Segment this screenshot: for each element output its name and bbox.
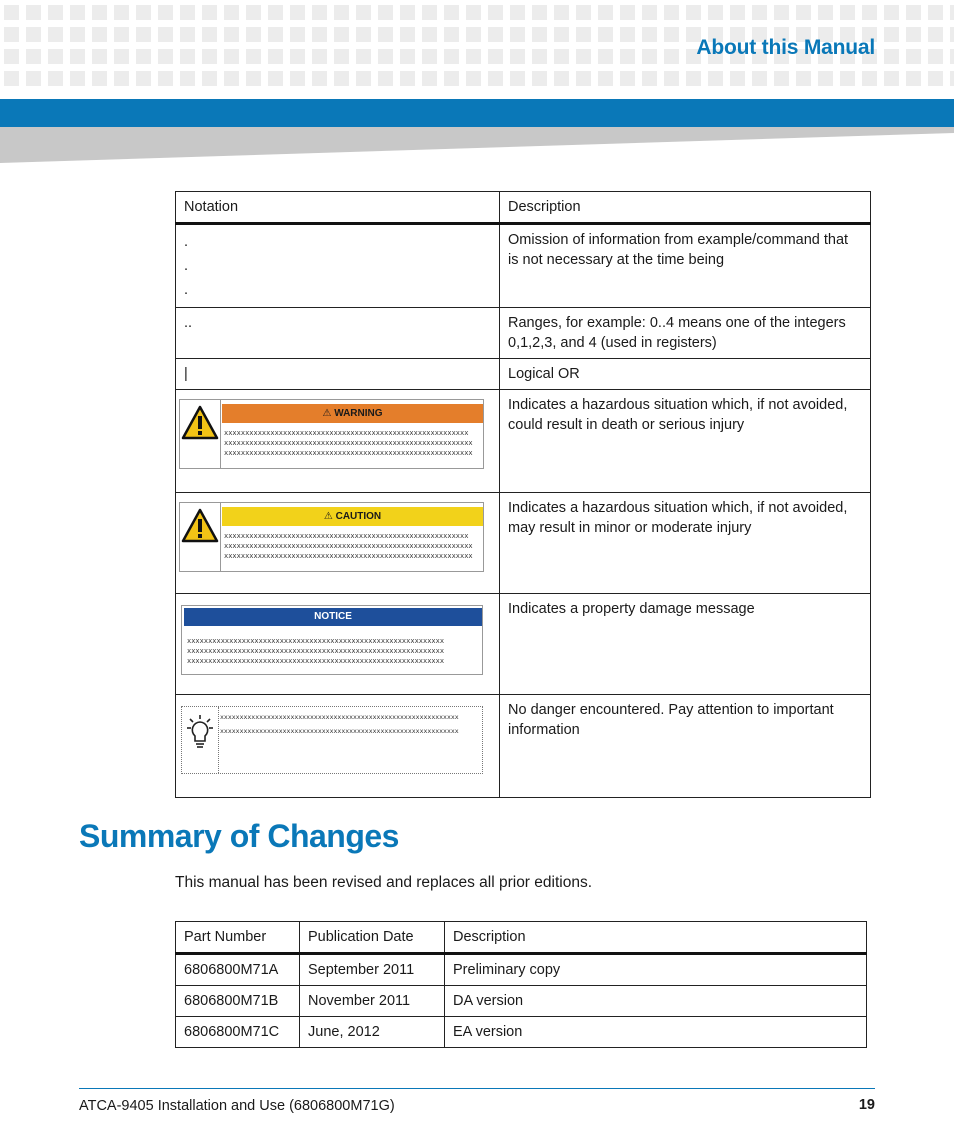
table-row (176, 390, 871, 493)
pattern-square (356, 49, 371, 64)
pattern-square (356, 71, 371, 86)
table-row (176, 954, 867, 986)
pattern-square (422, 5, 437, 20)
pattern-square (928, 5, 943, 20)
pattern-square (444, 27, 459, 42)
caution-label: CAUTION (335, 511, 382, 522)
pattern-square (752, 71, 767, 86)
pattern-square (664, 5, 679, 20)
part-number-cell: 6806800M71A (176, 954, 300, 986)
pattern-square (312, 71, 327, 86)
description-cell: Omission of information from example/command that is not necessary at the time being (500, 224, 871, 308)
header-blue-band (0, 99, 954, 127)
pattern-square (400, 27, 415, 42)
pattern-square (114, 49, 129, 64)
pattern-square (158, 5, 173, 20)
pattern-square (444, 49, 459, 64)
description-cell: Ranges, for example: 0..4 means one of the integers 0,1,2,3, and 4 (used in registers) (500, 308, 871, 359)
table-row (176, 308, 871, 359)
pattern-square (180, 49, 195, 64)
date-cell: June, 2012 (300, 1017, 445, 1048)
header-description: Description (500, 192, 871, 224)
notation-cell (176, 224, 500, 308)
page-number: 19 (858, 1097, 875, 1113)
description-cell: EA version (445, 1017, 867, 1048)
pattern-square (378, 49, 393, 64)
description-cell: Indicates a hazardous situation which, if not avoided, could result in death or serious injury (500, 390, 871, 493)
section-header-title: About this Manual (696, 36, 875, 59)
pattern-square (906, 49, 921, 64)
pattern-square (224, 27, 239, 42)
pattern-square (246, 5, 261, 20)
pattern-square (884, 5, 899, 20)
pattern-square (884, 49, 899, 64)
omission-dot: . (184, 234, 189, 250)
pattern-square (224, 5, 239, 20)
pattern-square (356, 27, 371, 42)
pattern-square (422, 71, 437, 86)
pattern-square (664, 27, 679, 42)
pattern-square (4, 5, 19, 20)
table-row (176, 359, 871, 390)
pattern-square (950, 27, 954, 42)
pattern-square (114, 27, 129, 42)
pattern-square (598, 27, 613, 42)
pattern-square (48, 49, 63, 64)
pattern-square (708, 5, 723, 20)
pattern-square (620, 49, 635, 64)
pattern-square (510, 27, 525, 42)
pattern-square (180, 5, 195, 20)
header-part-number: Part Number (176, 922, 300, 954)
pattern-square (70, 71, 85, 86)
notation-cell (176, 493, 500, 594)
pattern-square (510, 71, 525, 86)
pattern-square (224, 49, 239, 64)
warning-label: WARNING (334, 408, 383, 419)
pattern-square (906, 71, 921, 86)
pattern-square (862, 71, 877, 86)
pattern-square (554, 5, 569, 20)
omission-dot: . (184, 258, 189, 274)
pattern-square (312, 49, 327, 64)
pattern-square (290, 5, 305, 20)
pattern-square (796, 5, 811, 20)
pattern-square (400, 71, 415, 86)
table-row (176, 695, 871, 798)
pattern-square (642, 27, 657, 42)
pattern-square (246, 27, 261, 42)
pattern-square (48, 71, 63, 86)
description-cell: No danger encountered. Pay attention to important information (500, 695, 871, 798)
pattern-square (180, 27, 195, 42)
info-symbol (181, 706, 483, 774)
pattern-square (92, 49, 107, 64)
pattern-square (312, 5, 327, 20)
header-notation: Notation (176, 192, 500, 224)
pattern-square (466, 49, 481, 64)
notation-cell: | (176, 359, 500, 390)
pattern-square (356, 5, 371, 20)
pattern-square (114, 5, 129, 20)
pattern-square (378, 71, 393, 86)
pattern-square (26, 5, 41, 20)
pattern-square (466, 5, 481, 20)
pattern-square (510, 49, 525, 64)
pattern-square (708, 71, 723, 86)
pattern-square (158, 49, 173, 64)
notice-banner: NOTICE (184, 608, 482, 626)
info-filler-text: xxxxxxxxxxxxxxxxxxxxxxxxxxxxxxxxxxxxxxxxxxxxxxxxxxxxxxxxxxxxx xxxxxxxxxxxxxxxxxxxxxxxxxxxxxxxxxxxxxxxxxxxxxxxxxxxxxxxxxxxxx (220, 713, 459, 735)
pattern-square (818, 71, 833, 86)
pattern-square (26, 71, 41, 86)
table-header-row (176, 192, 871, 224)
pattern-square (928, 27, 943, 42)
pattern-square (928, 71, 943, 86)
pattern-square (950, 71, 954, 86)
pattern-square (532, 71, 547, 86)
warning-banner: ⚠ WARNING (222, 404, 483, 423)
header-publication-date: Publication Date (300, 922, 445, 954)
pattern-square (488, 71, 503, 86)
pattern-square (136, 49, 151, 64)
caution-symbol (179, 502, 484, 572)
pattern-square (554, 71, 569, 86)
pattern-square (26, 49, 41, 64)
pattern-square (884, 71, 899, 86)
pattern-square (774, 5, 789, 20)
pattern-square (950, 5, 954, 20)
pattern-square (444, 71, 459, 86)
pattern-square (4, 71, 19, 86)
table-row (176, 224, 871, 308)
pattern-square (642, 5, 657, 20)
pattern-square (92, 5, 107, 20)
pattern-square (598, 5, 613, 20)
pattern-square (290, 49, 305, 64)
pattern-square (158, 27, 173, 42)
pattern-square (576, 49, 591, 64)
pattern-square (290, 71, 305, 86)
pattern-square (818, 5, 833, 20)
pattern-square (620, 71, 635, 86)
pattern-square (26, 27, 41, 42)
header-grey-band (0, 127, 954, 163)
notation-table (175, 191, 871, 798)
pattern-square (202, 5, 217, 20)
pattern-square (444, 5, 459, 20)
caution-triangle-icon (181, 507, 219, 545)
pattern-square (840, 5, 855, 20)
pattern-square (334, 49, 349, 64)
pattern-square (400, 49, 415, 64)
notice-symbol (181, 605, 483, 675)
pattern-square (928, 49, 943, 64)
pattern-square (488, 5, 503, 20)
table-row (176, 493, 871, 594)
notice-filler-text: xxxxxxxxxxxxxxxxxxxxxxxxxxxxxxxxxxxxxxxxxxxxxxxxxxxxxxxxxxxxx xxxxxxxxxxxxxxxxxxxxxxxxxxxxxxxxxxxxxxxxxxxxxxxxxxxxxxxxxxxxx xxxxxxxxxxxxxxxxxxxxxxxxxxxxxxxxxxxxxxxxxxxxxxxxxxxxxxxxxxxxx (187, 637, 445, 665)
pattern-square (48, 27, 63, 42)
table-header-row (176, 922, 867, 954)
pattern-square (576, 71, 591, 86)
pattern-square (730, 5, 745, 20)
pattern-square (862, 5, 877, 20)
notation-cell (176, 390, 500, 493)
pattern-square (268, 5, 283, 20)
pattern-square (70, 27, 85, 42)
pattern-square (334, 71, 349, 86)
pattern-square (334, 27, 349, 42)
pattern-square (4, 49, 19, 64)
pattern-square (620, 5, 635, 20)
pattern-square (488, 27, 503, 42)
table-row (176, 594, 871, 695)
table-row (176, 986, 867, 1017)
pattern-square (532, 49, 547, 64)
pattern-square (224, 71, 239, 86)
pattern-square (246, 49, 261, 64)
pattern-square (92, 27, 107, 42)
pattern-square (840, 71, 855, 86)
pattern-square (136, 5, 151, 20)
pattern-square (246, 71, 261, 86)
pattern-square (312, 27, 327, 42)
date-cell: September 2011 (300, 954, 445, 986)
pattern-square (598, 49, 613, 64)
pattern-square (884, 27, 899, 42)
description-cell: Preliminary copy (445, 954, 867, 986)
pattern-square (906, 27, 921, 42)
pattern-square (202, 71, 217, 86)
pattern-square (70, 5, 85, 20)
pattern-square (334, 5, 349, 20)
warning-filler-text: xxxxxxxxxxxxxxxxxxxxxxxxxxxxxxxxxxxxxxxxxxxxxxxxxxxxxxxxxx xxxxxxxxxxxxxxxxxxxxxxxxxxxxxxxxxxxxxxxxxxxxxxxxxxxxxxxxxxx xxxxxxxxxxxxxxxxxxxxxxxxxxxxxxxxxxxxxxxxxxxxxxxxxxxxxxxxxxx (224, 429, 473, 457)
pattern-square (576, 5, 591, 20)
notation-cell (176, 594, 500, 695)
caution-filler-text: xxxxxxxxxxxxxxxxxxxxxxxxxxxxxxxxxxxxxxxxxxxxxxxxxxxxxxxxxx xxxxxxxxxxxxxxxxxxxxxxxxxxxxxxxxxxxxxxxxxxxxxxxxxxxxxxxxxxx xxxxxxxxxxxxxxxxxxxxxxxxxxxxxxxxxxxxxxxxxxxxxxxxxxxxxxxxxxx (224, 532, 473, 560)
pattern-square (730, 71, 745, 86)
pattern-square (598, 71, 613, 86)
description-cell: Indicates a hazardous situation which, if not avoided, may result in minor or moderate injury (500, 493, 871, 594)
pattern-square (268, 49, 283, 64)
pattern-square (378, 5, 393, 20)
omission-dot: . (184, 282, 189, 298)
footer-document-title: ATCA-9405 Installation and Use (6806800M71G) (79, 1098, 395, 1114)
pattern-square (92, 71, 107, 86)
pattern-square (136, 71, 151, 86)
pattern-square (422, 27, 437, 42)
pattern-square (510, 5, 525, 20)
pattern-square (796, 71, 811, 86)
pattern-square (202, 27, 217, 42)
pattern-square (400, 5, 415, 20)
pattern-square (422, 49, 437, 64)
notation-cell: .. (176, 308, 500, 359)
pattern-square (114, 71, 129, 86)
pattern-square (268, 71, 283, 86)
pattern-square (752, 5, 767, 20)
pattern-square (620, 27, 635, 42)
pattern-square (532, 5, 547, 20)
notation-cell (176, 695, 500, 798)
pattern-square (466, 27, 481, 42)
description-cell: DA version (445, 986, 867, 1017)
intro-paragraph: This manual has been revised and replaces all prior editions. (175, 874, 593, 891)
changes-table (175, 921, 867, 1048)
pattern-square (554, 49, 569, 64)
pattern-square (906, 5, 921, 20)
pattern-square (554, 27, 569, 42)
pattern-square (664, 49, 679, 64)
footer-rule (79, 1088, 875, 1089)
pattern-square (202, 49, 217, 64)
table-row (176, 1017, 867, 1048)
pattern-square (532, 27, 547, 42)
date-cell: November 2011 (300, 986, 445, 1017)
part-number-cell: 6806800M71C (176, 1017, 300, 1048)
pattern-square (290, 27, 305, 42)
pattern-square (950, 49, 954, 64)
pattern-square (158, 71, 173, 86)
pattern-square (378, 27, 393, 42)
section-title: Summary of Changes (79, 818, 399, 854)
pattern-square (136, 27, 151, 42)
pattern-square (70, 49, 85, 64)
header-description: Description (445, 922, 867, 954)
pattern-square (642, 49, 657, 64)
pattern-square (774, 71, 789, 86)
description-cell: Logical OR (500, 359, 871, 390)
description-cell: Indicates a property damage message (500, 594, 871, 695)
pattern-square (488, 49, 503, 64)
warning-triangle-icon (181, 404, 219, 442)
pattern-square (686, 5, 701, 20)
pattern-square (686, 71, 701, 86)
part-number-cell: 6806800M71B (176, 986, 300, 1017)
lightbulb-icon (183, 713, 217, 753)
pattern-square (180, 71, 195, 86)
pattern-square (48, 5, 63, 20)
pattern-square (576, 27, 591, 42)
caution-banner: ⚠ CAUTION (222, 507, 483, 526)
pattern-square (268, 27, 283, 42)
pattern-square (466, 71, 481, 86)
pattern-square (664, 71, 679, 86)
pattern-square (4, 27, 19, 42)
pattern-square (642, 71, 657, 86)
warning-symbol (179, 399, 484, 469)
